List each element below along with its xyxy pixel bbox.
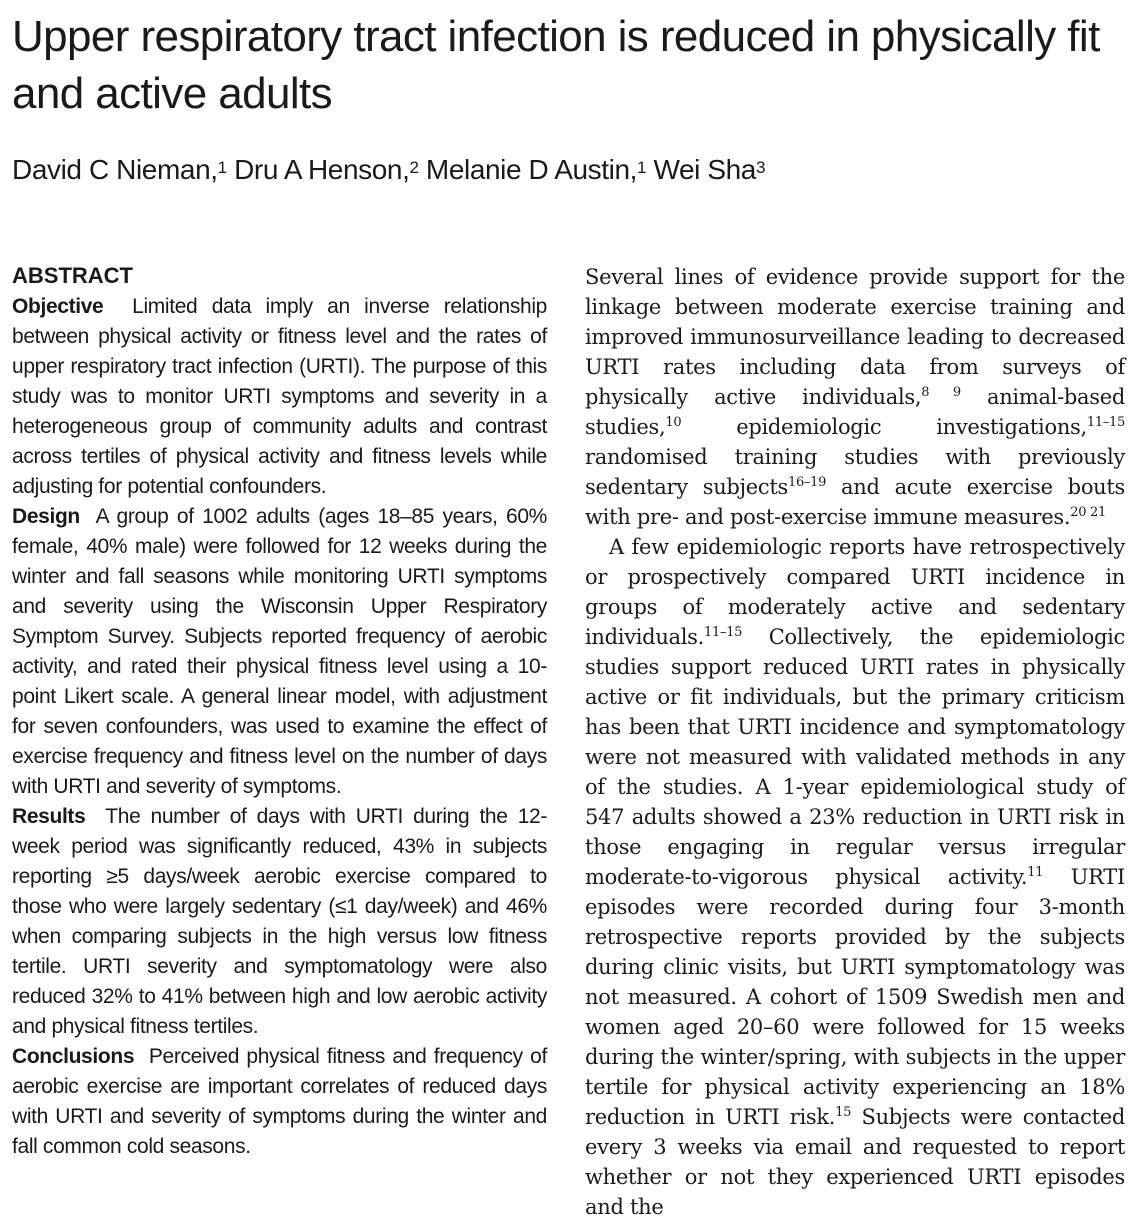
body-text-span: Collectively, the epidemiologic studies support reduced URTI rates in physically active or fit individuals, but the primary criticism has been that URTI incidence and symptomatology were not measured with validated methods in any of the studies. A 1-year epidemiological study of 547 adults showed a 23% reduction in URTI risk in those engaging in regular versus irregular moderate-to-vigorous physical activity.: [585, 625, 1125, 889]
abstract-conclusions: [12, 1042, 547, 1162]
design-label: Design: [12, 505, 80, 528]
citation-ref: 11–15: [704, 625, 743, 640]
body-text-span: A few epidemiologic reports have retrospectively or prospectively compared URTI incidence in groups of moderately active and sedentary individuals.: [585, 535, 1125, 649]
author-list: [12, 150, 1122, 190]
body-text: [585, 262, 1125, 1222]
body-text-span: Several lines of evidence provide support for the linkage between moderate exercise training and improved immunosurveillance leading to decreased URTI rates including data from surveys of physically active individuals,: [585, 265, 1125, 409]
abstract-heading: ABSTRACT: [12, 263, 133, 288]
author-name: Melanie D Austin,: [425, 154, 637, 185]
results-text: The number of days with URTI during the 12-week period was significantly reduced, 43% in subjects reporting ≥5 days/week aerobic exercise compared to those who were largely sedentary (≤1 day/week) and 46% when comparing subjects in the high versus low fitness tertile. URTI severity and symptomatology were also reduced 32% to 41% between high and low aerobic activity and physical fitness tertiles.: [12, 805, 547, 1038]
author-name: Dru A Henson,: [234, 154, 410, 185]
conclusions-text: Perceived physical fitness and frequency of aerobic exercise are important correlates of reduced days with URTI and severity of symptoms during the winter and fall common cold seasons.: [12, 1045, 547, 1158]
body-text-span: Subjects were contacted every 3 weeks via email and requested to report whether or not they experienced URTI episodes and the: [585, 1105, 1125, 1219]
author-affiliation: 2: [409, 158, 419, 177]
article-title: Upper respiratory tract infection is reduced in physically fit and active adults: [12, 12, 1100, 118]
body-text-span: animal-based studies,: [585, 385, 1125, 439]
citation-ref: 11–15: [1086, 415, 1125, 430]
abstract-design: [12, 502, 547, 802]
abstract-objective: [12, 292, 547, 502]
citation-ref: 11: [1027, 865, 1044, 880]
body-paragraph-2: [585, 532, 1125, 1222]
citation-ref: 20 21: [1070, 505, 1106, 520]
author-affiliation: 1: [637, 158, 647, 177]
body-paragraph-1: [585, 262, 1125, 532]
body-text-span: URTI episodes were recorded during four 3-month retrospective reports provided by the subjects during clinic visits, but URTI symptomatology was not measured. A cohort of 1509 Swedish men and women aged 20–60 were followed for 15 weeks during the winter/spring, with subjects in the upper tertile for physical activity experiencing an 18% reduction in URTI risk.: [585, 865, 1125, 1129]
body-text-span: randomised training studies with previously sedentary subjects: [585, 445, 1125, 499]
author-name: Wei Sha: [653, 154, 756, 185]
citation-ref: 15: [835, 1105, 852, 1120]
objective-text: Limited data imply an inverse relationship between physical activity or fitness level and the rates of upper respiratory tract infection (URTI). The purpose of this study was to monitor URTI symptoms and severity in a heterogeneous group of community adults and contrast across tertiles of physical activity and fitness levels while adjusting for potential confounders.: [12, 295, 547, 498]
abstract: [12, 262, 547, 1162]
conclusions-label: Conclusions: [12, 1045, 135, 1068]
author-name: David C Nieman,: [12, 154, 218, 185]
citation-ref: 10: [665, 415, 682, 430]
results-label: Results: [12, 805, 86, 828]
abstract-results: [12, 802, 547, 1042]
body-text-span: epidemiologic investigations,: [681, 415, 1087, 439]
body-text-span: and acute exercise bouts with pre- and post-exercise immune measures.: [585, 475, 1125, 529]
author-affiliation: 1: [217, 158, 227, 177]
design-text: A group of 1002 adults (ages 18–85 years, 60% female, 40% male) were followed for 12 weeks during the winter and fall seasons while monitoring URTI symptoms and severity using the Wisconsin Upper Respiratory Symptom Survey. Subjects reported frequency of aerobic activity, and rated their physical fitness level using a 10-point Likert scale. A general linear model, with adjustment for seven confounders, was used to examine the effect of exercise frequency and fitness level on the number of days with URTI and severity of symptoms.: [12, 505, 547, 798]
objective-label: Objective: [12, 295, 104, 318]
citation-ref: 8 9: [921, 385, 961, 400]
citation-ref: 16–19: [787, 475, 827, 490]
author-affiliation: 3: [755, 158, 766, 177]
